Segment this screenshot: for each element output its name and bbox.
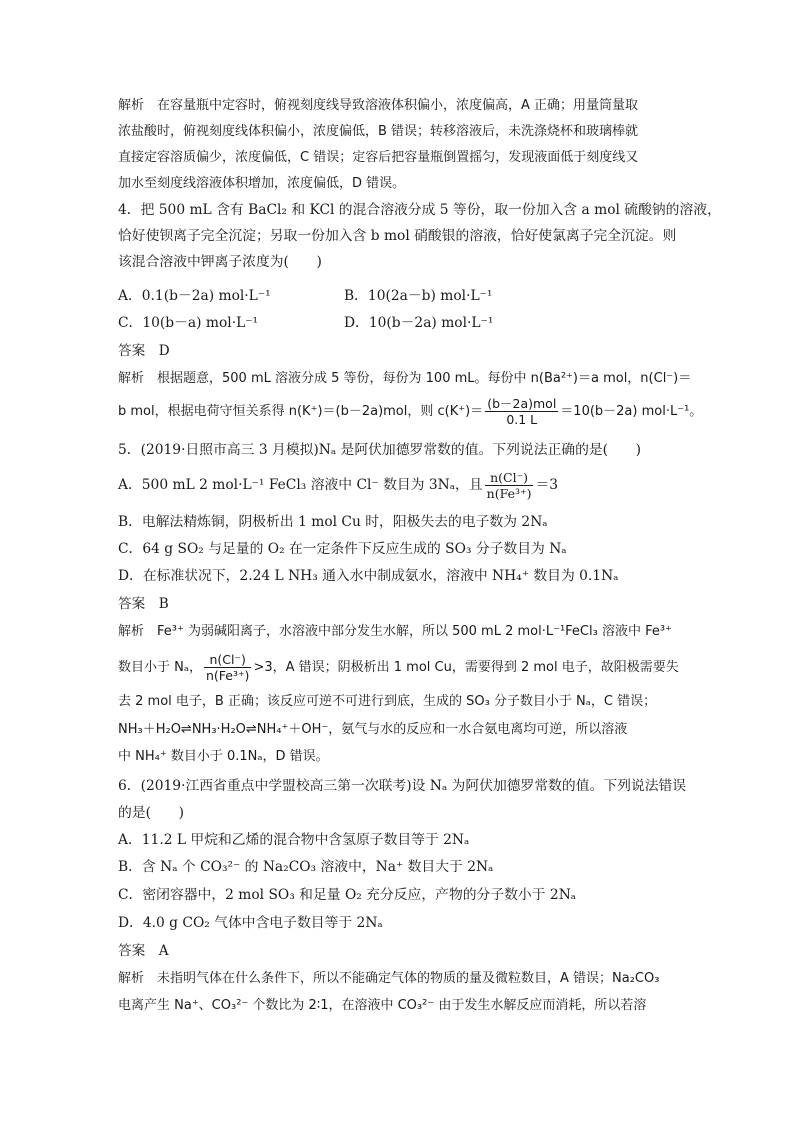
q5-option-b: B．电解法精炼铜，阴极析出 1 mol Cu 时，阳极失去的电子数为 2Nₐ	[118, 514, 548, 530]
solution-5-text-a: 数目小于 Nₐ，	[118, 660, 202, 675]
q6-option-d: D．4.0 g CO₂ 气体中含电子数目等于 2Nₐ	[118, 915, 383, 931]
solution-5-line-5: 中 NH₄⁺ 数目小于 0.1Nₐ，D 错误。	[118, 749, 329, 764]
solution-3-line-1: 解析 在容量瓶中定容时，俯视刻度线导致溶液体积偏小，浓度偏高，A 正确；用量筒量取	[118, 98, 639, 113]
question-4-options-ab	[118, 286, 684, 306]
fraction-denominator: 0.1 L	[506, 412, 538, 427]
solution-5-line-1: 解析 Fe³⁺ 为弱碱阳离子，水溶液中部分发生水解，所以 500 mL 2 mol·L⁻¹FeCl₃ 溶液中 Fe³⁺	[118, 624, 672, 639]
answer-5: 答案 B	[118, 596, 169, 612]
fraction-denominator: n(Fe³⁺)	[486, 486, 532, 501]
solution-5-line-4: NH₃＋H₂O⇌NH₃·H₂O⇌NH₄⁺＋OH⁻，氨气与水的反应和一水合氨电离均可逆，所以溶液	[118, 722, 628, 737]
q5-option-a-fraction	[485, 470, 534, 501]
q5-option-d: D．在标准状况下，2.24 L NH₃ 通入水中制成氨水，溶液中 NH₄⁺ 数目为 0.1Nₐ	[118, 568, 619, 584]
solution-6-line-2: 电离产生 Na⁺、CO₃²⁻ 个数比为 2∶1，在溶液中 CO₃²⁻ 由于发生水解反应而消耗，所以若溶	[118, 998, 647, 1013]
solution-5-fraction	[204, 652, 251, 683]
question-4-line-2: 恰好使钡离子完全沉淀；另取一份加入含 b mol 硝酸银的溶液，恰好使氯离子完全沉淀。则	[118, 228, 677, 244]
solution-3-line-2: 浓盐酸时，俯视刻度线体积偏小，浓度偏低，B 错误；转移溶液后，未洗涤烧杯和玻璃棒就	[118, 124, 639, 139]
solution-5-line-3: 去 2 mol 电子，B 正确；该反应可逆不可进行到底，生成的 SO₃ 分子数目小于 Nₐ，C 错误；	[118, 694, 657, 709]
question-4-line-3: 该混合溶液中钾离子浓度为( )	[118, 254, 322, 270]
fraction-denominator: n(Fe³⁺)	[205, 668, 250, 683]
q6-option-b: B．含 Nₐ 个 CO₃²⁻ 的 Na₂CO₃ 溶液中，Na⁺ 数目大于 2Nₐ	[118, 859, 494, 875]
solution-3-line-3: 直接定容溶质偏少，浓度偏低，C 错误；定容后把容量瓶倒置摇匀，发现液面低于刻度线又	[118, 150, 639, 165]
q5-option-a	[118, 470, 684, 501]
solution-3-line-4: 加水至刻度线溶液体积增加，浓度偏低，D 错误。	[118, 176, 406, 191]
q4-option-a: A．0.1(b－2a) mol·L⁻¹	[118, 288, 271, 304]
fraction-numerator: (b－2a)mol	[487, 396, 557, 411]
q5-option-a-tail: ＝3	[535, 477, 559, 493]
solution-4-line-1: 解析 根据题意，500 mL 溶液分成 5 等份，每份为 100 mL。每份中 n(Ba²⁺)＝a mol，n(Cl⁻)＝	[118, 371, 692, 386]
question-6-line-1: 6．(2019·江西省重点中学盟校高三第一次联考)设 Nₐ 为阿伏加德罗常数的值。下列说法错误	[118, 778, 687, 794]
solution-4-text-b: ＝10(b－2a) mol·L⁻¹。	[560, 404, 703, 419]
solution-4-text-a: b mol，根据电荷守恒关系得 n(K⁺)＝(b－2a)mol，则 c(K⁺)＝	[118, 404, 484, 419]
q6-option-c: C．密闭容器中，2 mol SO₃ 和足量 O₂ 充分反应，产物的分子数小于 2Nₐ	[118, 887, 577, 903]
solution-5-text-b: >3，A 错误；阴极析出 1 mol Cu，需要得到 2 mol 电子，故阳极需要失	[253, 660, 679, 675]
q6-option-a: A．11.2 L 甲烷和乙烯的混合物中含氢原子数目等于 2Nₐ	[118, 832, 470, 848]
fraction-numerator: n(Cl⁻)	[204, 652, 251, 668]
question-4-options-cd	[118, 313, 684, 333]
solution-6-line-1: 解析 未指明气体在什么条件下，所以不能确定气体的物质的量及微粒数目，A 错误；Na₂CO₃	[118, 971, 660, 986]
answer-6: 答案 A	[118, 943, 169, 959]
q5-option-c: C．64 g SO₂ 与足量的 O₂ 在一定条件下反应生成的 SO₃ 分子数目为 Nₐ	[118, 541, 567, 557]
solution-4-fraction	[485, 396, 558, 427]
q5-option-a-text: A．500 mL 2 mol·L⁻¹ FeCl₃ 溶液中 Cl⁻ 数目为 3Nₐ，且	[118, 477, 483, 493]
question-6-line-2: 的是( )	[118, 805, 184, 821]
question-4-line-1: 4．把 500 mL 含有 BaCl₂ 和 KCl 的混合溶液分成 5 等份，取一份加入含 a mol 硫酸钠的溶液，	[118, 202, 721, 218]
answer-4: 答案 D	[118, 343, 170, 359]
solution-5-line-2	[118, 652, 684, 683]
fraction-numerator: n(Cl⁻)	[485, 470, 534, 486]
q4-option-c: C．10(b－a) mol·L⁻¹	[118, 315, 259, 331]
q4-option-d: D．10(b－2a) mol·L⁻¹	[344, 315, 494, 331]
question-5-stem: 5．(2019·日照市高三 3 月模拟)Nₐ 是阿伏加德罗常数的值。下列说法正确的是( )	[118, 442, 642, 458]
q4-option-b: B．10(2a－b) mol·L⁻¹	[344, 288, 493, 304]
solution-4-line-2	[118, 396, 703, 427]
